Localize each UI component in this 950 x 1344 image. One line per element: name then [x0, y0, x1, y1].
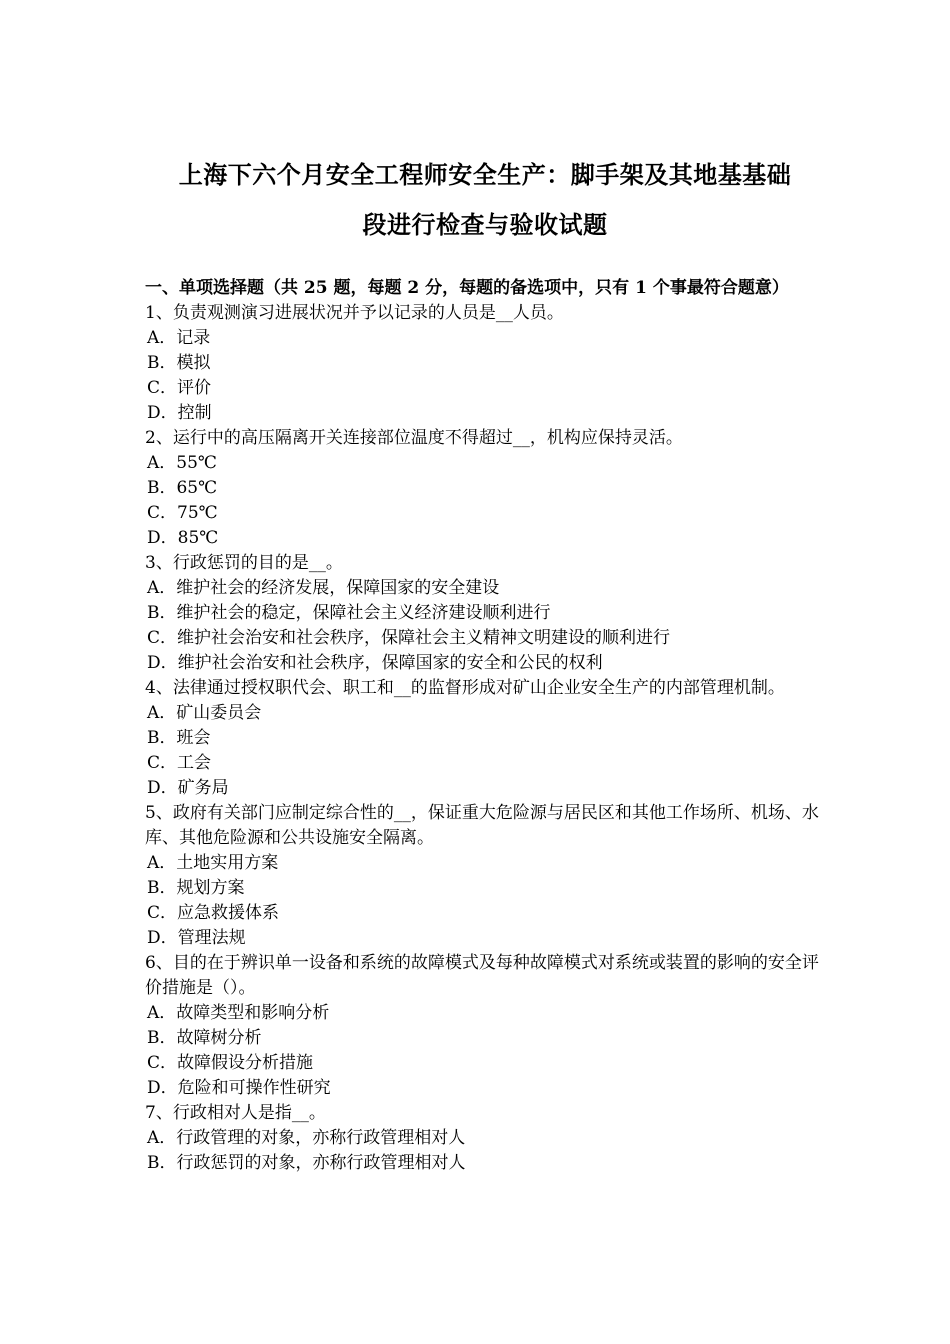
option-b: B．65℃ [147, 478, 218, 498]
question-stem: 5、政府有关部门应制定综合性的__，保证重大危险源与居民区和其他工作场所、机场、水库、其他危险源和公共设施安全隔离。 [145, 803, 819, 848]
option-c: C．工会 [147, 753, 212, 773]
option-d: D．85℃ [147, 528, 219, 548]
option-b: B．规划方案 [147, 878, 245, 898]
option-d: D．矿务局 [147, 778, 229, 798]
option-a: A．行政管理的对象，亦称行政管理相对人 [147, 1128, 466, 1148]
option-a: A．维护社会的经济发展，保障国家的安全建设 [147, 578, 500, 598]
question-2 [145, 426, 825, 551]
option-b: B．行政惩罚的对象，亦称行政管理相对人 [147, 1153, 466, 1173]
question-1 [145, 301, 825, 426]
option-b: B．维护社会的稳定，保障社会主义经济建设顺利进行 [147, 603, 551, 623]
option-d: D．维护社会治安和社会秩序，保障国家的安全和公民的权利 [147, 653, 603, 673]
question-list [145, 301, 825, 1176]
option-c: C．故障假设分析措施 [147, 1053, 314, 1073]
question-stem: 1、负责观测演习进展状况并予以记录的人员是__人员。 [145, 303, 564, 323]
option-d: D．控制 [147, 403, 212, 423]
question-7 [145, 1101, 825, 1176]
question-stem: 7、行政相对人是指__。 [145, 1103, 326, 1123]
option-a: A．故障类型和影响分析 [147, 1003, 330, 1023]
document-page [145, 150, 825, 1176]
option-b: B．模拟 [147, 353, 211, 373]
option-b: B．班会 [147, 728, 211, 748]
option-a: A．55℃ [147, 453, 217, 473]
option-c: C．评价 [147, 378, 212, 398]
option-a: A．土地实用方案 [147, 853, 279, 873]
question-5 [145, 801, 825, 951]
option-d: D．危险和可操作性研究 [147, 1078, 331, 1098]
option-d: D．管理法规 [147, 928, 246, 948]
question-stem: 2、运行中的高压隔离开关连接部位温度不得超过__，机构应保持灵活。 [145, 428, 683, 448]
question-3 [145, 551, 825, 676]
title-line-1: 上海下六个月安全工程师安全生产：脚手架及其地基基础 [178, 160, 792, 189]
option-c: C．应急救援体系 [147, 903, 280, 923]
option-c: C．维护社会治安和社会秩序，保障社会主义精神文明建设的顺利进行 [147, 628, 671, 648]
option-b: B．故障树分析 [147, 1028, 262, 1048]
question-stem: 4、法律通过授权职代会、职工和__的监督形成对矿山企业安全生产的内部管理机制。 [145, 678, 785, 698]
document-title [141, 150, 829, 250]
section-heading: 一、单项选择题（共 25 题，每题 2 分，每题的备选项中，只有 1 个事最符合题意） [145, 278, 789, 298]
option-c: C．75℃ [147, 503, 218, 523]
question-stem: 6、目的在于辨识单一设备和系统的故障模式及每种故障模式对系统或装置的影响的安全评价措施是（）。 [145, 953, 819, 998]
option-a: A．记录 [147, 328, 211, 348]
question-stem: 3、行政惩罚的目的是__。 [145, 553, 343, 573]
option-a: A．矿山委员会 [147, 703, 262, 723]
question-4 [145, 676, 825, 801]
question-6 [145, 951, 825, 1101]
title-line-2: 段进行检查与验收试题 [362, 210, 608, 239]
